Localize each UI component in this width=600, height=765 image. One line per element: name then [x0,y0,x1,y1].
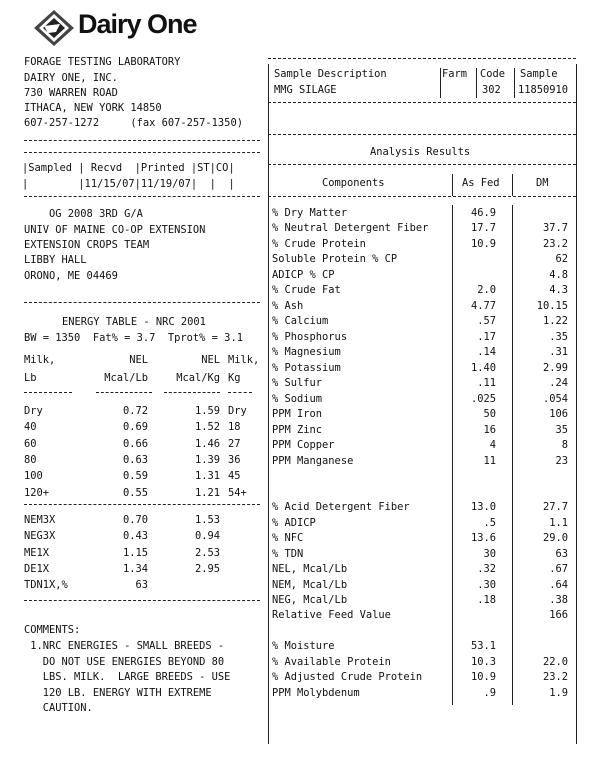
energy-col-header: NEL [201,354,220,366]
energy-row-nel-lb: 0.63 [122,453,148,466]
dm-value: .24 [549,377,568,390]
energy-row-milk-kg: 27 [228,437,241,450]
dashed-divider [24,140,260,141]
energy-row-nel-lb: 0.66 [122,437,148,450]
as-fed-value: 1.40 [470,361,496,374]
component-name: % Moisture [272,640,335,653]
dm-value: 35 [555,423,568,436]
energy-row-nel-kg: 1.31 [194,470,220,483]
dashed-divider [268,102,576,103]
component-name: % Phosphorus [272,330,348,343]
as-fed-value: 11 [483,454,496,467]
dashed-divider [268,58,576,59]
component-name: ADICP % CP [272,268,335,281]
lab-address-line: FORAGE TESTING LABORATORY [24,56,181,68]
as-fed-value: .30 [477,578,496,591]
component-name: % Crude Protein [272,237,366,250]
component-name: % Adjusted Crude Protein [272,671,423,684]
energy-row-milk-lb: 40 [24,421,37,434]
right-panel-right-border [576,64,577,744]
dashed-divider [24,302,260,303]
vertical-rule [452,174,453,196]
as-fed-value: 13.6 [470,532,496,545]
as-fed-value: 2.0 [477,284,496,297]
energy-row-nel-lb: 0.59 [122,470,148,483]
component-name: PPM Iron [272,408,323,421]
energy-summary-label: NEM3X [24,514,56,526]
as-fed-value: .11 [477,377,496,390]
comment-line: DO NOT USE ENERGIES BEYOND 80 [24,655,225,668]
dm-value: 23.2 [542,671,568,684]
dashed-divider [24,392,72,393]
energy-col-header: Mcal/Lb [104,372,148,384]
lab-address-line: DAIRY ONE, INC. [24,72,118,84]
component-name: NEG, Mcal/Lb [272,594,348,606]
dates-header: |Sampled | Recvd |Printed |ST|CO| [22,162,235,174]
lab-address-line: ITHACA, NEW YORK 14850 [24,102,162,114]
comment-line: 1.NRC ENERGIES - SMALL BREEDS - [24,640,225,652]
client-address-line: EXTENSION CROPS TEAM [24,239,150,251]
vertical-rule [514,68,515,98]
energy-row-milk-kg: 45 [228,470,241,483]
energy-col-header: Milk, [24,354,56,366]
component-name: % Sulfur [272,377,323,390]
dashed-divider [268,196,576,197]
as-fed-header: As Fed [462,177,500,189]
components-header: Components [322,177,385,189]
dm-value: 23 [555,454,568,467]
sample-description-header: Sample Description [274,68,387,80]
brand-name: Dairy One [78,9,197,39]
lab-address-line: 607-257-1272 (fax 607-257-1350) [24,117,243,129]
as-fed-value: .32 [477,563,496,576]
component-name: Soluble Protein % CP [272,253,398,266]
component-name: % TDN [272,547,304,560]
energy-row-nel-kg: 1.59 [194,405,220,417]
farm-header: Farm [442,68,468,80]
vertical-rule [476,68,477,98]
dm-value: 22.0 [542,655,568,668]
comments-title: COMMENTS: [24,624,81,636]
as-fed-value: 10.9 [470,237,496,250]
component-name: % Sodium [272,392,323,405]
dm-value: .64 [549,578,568,591]
energy-summary-kg: 0.94 [194,530,220,543]
energy-summary-kg: 1.53 [194,514,220,526]
code-value: 302 [482,84,501,96]
energy-col-header: Kg [228,372,241,384]
as-fed-value: 10.9 [470,671,496,684]
analysis-results-title: Analysis Results [370,146,471,158]
as-fed-value: .025 [470,392,496,405]
energy-summary-kg: 2.53 [194,546,220,559]
energy-row-nel-kg: 1.39 [194,453,220,466]
dm-value: .35 [549,330,568,343]
component-name: PPM Manganese [272,454,354,467]
dashed-divider [24,196,260,197]
dashed-divider [164,392,220,393]
as-fed-value: 4.77 [470,299,496,312]
component-name: % Calcium [272,315,329,328]
diamond-logo-icon [30,8,78,48]
dashed-divider [268,164,576,165]
dm-value: 23.2 [542,237,568,250]
energy-row-milk-kg: 18 [228,421,241,434]
dashed-divider [228,392,252,393]
comment-line: 120 LB. ENERGY WITH EXTREME [24,686,212,699]
energy-row-nel-kg: 1.21 [194,486,220,499]
energy-row-milk-lb: 120+ [24,486,50,499]
dm-value: 37.7 [542,222,568,235]
right-panel-left-border [268,64,269,744]
energy-row-nel-lb: 0.69 [122,421,148,434]
vertical-rule [452,205,453,705]
component-name: Relative Feed Value [272,609,391,622]
energy-table-title: ENERGY TABLE - NRC 2001 [62,316,206,328]
client-address-line: UNIV OF MAINE CO-OP EXTENSION [24,224,206,236]
as-fed-value: 30 [483,547,496,560]
component-name: PPM Copper [272,439,335,452]
energy-summary-label: ME1X [24,546,50,559]
component-name: % Magnesium [272,346,341,359]
dm-value: 4.3 [549,284,568,297]
energy-row-milk-lb: 100 [24,470,43,483]
component-name: PPM Molybdenum [272,686,360,699]
as-fed-value: 13.0 [470,501,496,514]
energy-summary-lb: 1.34 [122,562,148,575]
energy-summary-kg: 2.95 [194,562,220,575]
dm-value: 1.22 [542,315,568,328]
component-name: PPM Zinc [272,423,323,436]
energy-row-milk-kg: 36 [228,453,241,466]
dashed-divider [24,152,260,153]
as-fed-value: 16 [483,423,496,436]
dm-value: 29.0 [542,532,568,545]
dm-value: .67 [549,563,568,576]
energy-col-header: Lb [24,372,37,384]
dm-value: .31 [549,346,568,359]
as-fed-value: 17.7 [470,222,496,235]
energy-summary-lb: 1.15 [122,546,148,559]
energy-summary-label: NEG3X [24,530,56,543]
component-name: % Neutral Detergent Fiber [272,222,429,235]
energy-summary-label: TDN1X,% [24,579,68,592]
dm-value: 4.8 [549,268,568,281]
energy-params: BW = 1350 Fat% = 3.7 Tprot% = 3.1 [24,332,243,344]
energy-row-nel-lb: 0.55 [122,486,148,499]
dm-value: 1.9 [549,686,568,699]
dm-value: 63 [555,547,568,560]
as-fed-value: 4 [489,439,496,452]
component-name: % Ash [272,299,304,312]
component-name: % Potassium [272,361,341,374]
client-address-line: ORONO, ME 04469 [24,270,118,282]
dm-value: 106 [549,408,568,421]
component-name: % ADICP [272,516,316,529]
energy-summary-lb: 63 [135,579,148,592]
as-fed-value: 50 [483,408,496,421]
dm-value: 1.1 [549,516,568,529]
energy-col-header: Mcal/Kg [176,372,220,384]
as-fed-value: .17 [477,330,496,343]
component-name: NEM, Mcal/Lb [272,578,348,591]
energy-row-nel-kg: 1.46 [194,437,220,450]
dates-values: | |11/15/07|11/19/07| | | [22,178,235,190]
energy-row-milk-kg: 54+ [228,486,247,499]
dm-value: 2.99 [542,361,568,374]
as-fed-value: .14 [477,346,496,359]
dm-value: .38 [549,594,568,606]
comment-line: CAUTION. [24,702,93,714]
dm-value: .054 [542,392,568,405]
energy-row-milk-kg: Dry [228,405,247,417]
dashed-divider [268,134,576,135]
dm-value: 62 [555,253,568,266]
component-name: % Acid Detergent Fiber [272,501,410,514]
vertical-rule [512,174,513,196]
dm-header: DM [536,177,549,189]
component-name: % Dry Matter [272,207,348,219]
dashed-divider [24,504,260,505]
energy-col-header: NEL [129,354,148,366]
energy-summary-lb: 0.70 [122,514,148,526]
as-fed-value: .9 [483,686,496,699]
energy-col-header: Milk, [228,354,260,366]
vertical-rule [512,205,513,705]
energy-summary-label: DE1X [24,562,50,575]
component-name: % Available Protein [272,655,391,668]
dashed-divider [24,600,260,601]
energy-row-nel-kg: 1.52 [194,421,220,434]
dm-value: 8 [561,439,568,452]
as-fed-value: 53.1 [470,640,496,653]
energy-row-milk-lb: Dry [24,405,43,417]
as-fed-value: 10.3 [470,655,496,668]
as-fed-value: .18 [477,594,496,606]
component-name: % NFC [272,532,304,545]
vertical-rule [440,68,441,98]
as-fed-value: 46.9 [470,207,496,219]
dashed-divider [96,392,152,393]
sample-description-value: MMG SILAGE [274,84,337,96]
dm-value: 166 [549,609,568,622]
energy-row-milk-lb: 60 [24,437,37,450]
code-header: Code [480,68,506,80]
client-address-line: LIBBY HALL [24,254,87,266]
as-fed-value: .5 [483,516,496,529]
component-name: NEL, Mcal/Lb [272,563,348,576]
lab-address-line: 730 WARREN ROAD [24,87,118,99]
sample-number-header: Sample [520,68,558,80]
sample-number-value: 11850910 [518,84,569,96]
energy-row-milk-lb: 80 [24,453,37,466]
client-address-line: OG 2008 3RD G/A [24,208,143,220]
comment-line: LBS. MILK. LARGE BREEDS - USE [24,671,231,683]
component-name: % Crude Fat [272,284,341,297]
dm-value: 10.15 [536,299,568,312]
energy-summary-lb: 0.43 [122,530,148,543]
energy-row-nel-lb: 0.72 [122,405,148,417]
as-fed-value: .57 [477,315,496,328]
dm-value: 27.7 [542,501,568,514]
